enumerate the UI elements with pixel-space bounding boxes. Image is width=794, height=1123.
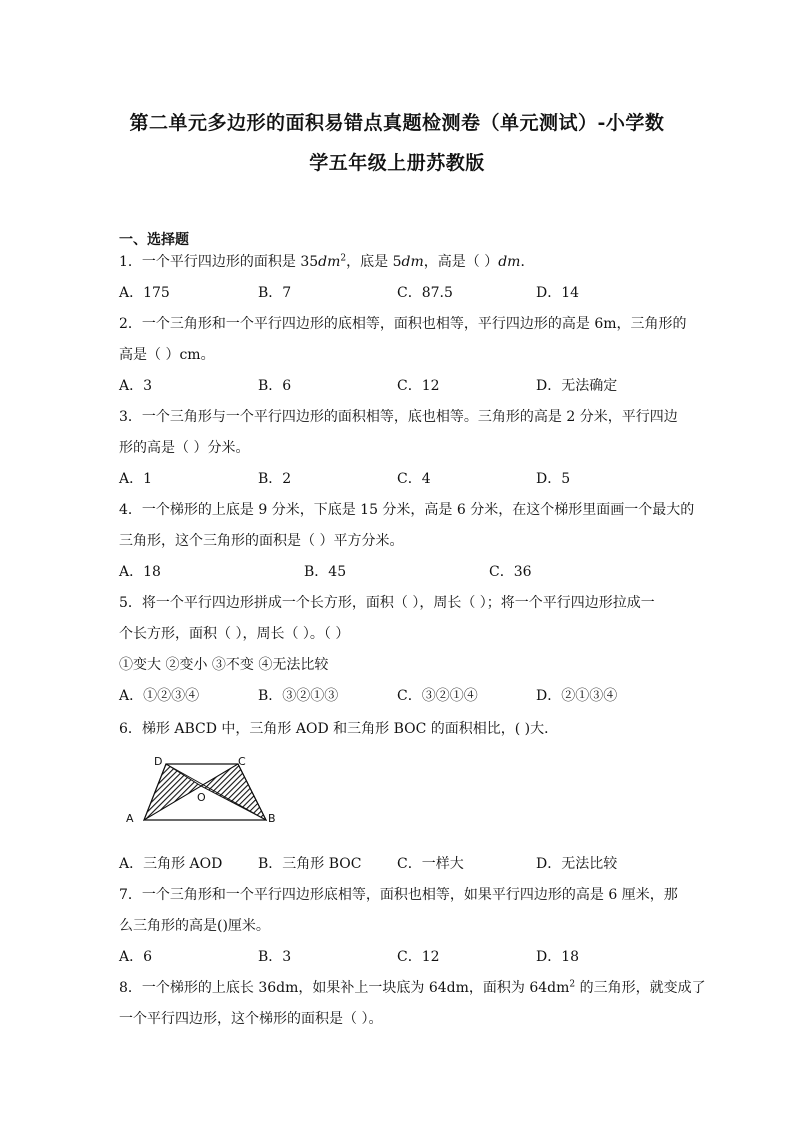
q6-option-a: A．三角形 AOD <box>119 856 223 872</box>
question-8-line-2: 一个平行四边形，这个梯形的面积是（ ）。 <box>119 1011 383 1027</box>
q5-option-c: C．③②①④ <box>397 688 478 704</box>
section-heading: 一、选择题 <box>119 232 189 248</box>
q7-option-c: C．12 <box>397 949 440 965</box>
q4-option-c: C．36 <box>489 564 532 580</box>
q5-option-b: B．③②①③ <box>258 688 339 704</box>
q3-option-b: B．2 <box>258 471 292 487</box>
q1-option-c: C．87.5 <box>397 285 453 301</box>
q2-option-c: C．12 <box>397 378 440 394</box>
triangle-boc <box>201 764 266 820</box>
q5-option-a: A．①②③④ <box>119 688 200 704</box>
q3-option-c: C．4 <box>397 471 431 487</box>
question-5-choices: ①变大 ②变小 ③不变 ④无法比较 <box>119 657 329 673</box>
label-o: O <box>197 791 206 804</box>
q4-option-a: A．18 <box>119 564 161 580</box>
q1-option-d: D．14 <box>536 285 580 301</box>
label-a: A <box>126 812 134 825</box>
question-8-line-1: 8．一个梯形的上底长 36dm，如果补上一块底为 64dm，面积为 $64dm^2$ 的三角形，就变成了 <box>119 979 706 996</box>
q2-option-b: B．6 <box>258 378 292 394</box>
q2-option-a: A．3 <box>119 378 153 394</box>
q6-option-c: C．一样大 <box>397 856 464 872</box>
q3-option-a: A．1 <box>119 471 153 487</box>
question-2-line-2: 高是（ ）cm。 <box>119 347 215 363</box>
q3-option-d: D．5 <box>536 471 571 487</box>
page-title-line-1: 第二单元多边形的面积易错点真题检测卷（单元测试）-小学数 <box>129 112 665 134</box>
label-b: B <box>268 812 276 825</box>
q4-option-b: B．45 <box>304 564 347 580</box>
question-7-line-2: 么三角形的高是()厘米。 <box>119 918 270 934</box>
label-d: D <box>154 755 163 768</box>
question-7-line-1: 7．一个三角形和一个平行四边形底相等，面积也相等，如果平行四边形的高是 6 厘米，那 <box>119 887 678 903</box>
q2-option-d: D．无法确定 <box>536 378 618 394</box>
page-title-line-2: 学五年级上册苏教版 <box>309 152 485 174</box>
q7-option-d: D．18 <box>536 949 580 965</box>
question-3-line-1: 3．一个三角形与一个平行四边形的面积相等，底也相等。三角形的高是 2 分米，平行四边 <box>119 409 678 425</box>
q6-option-d: D．无法比较 <box>536 856 618 872</box>
trapezoid-diagram <box>116 752 286 832</box>
q1-option-a: A．175 <box>119 285 170 301</box>
q7-option-a: A．6 <box>119 949 153 965</box>
question-1-text: 1．一个平行四边形的面积是 $35dm^2$，底是 5dm，高是（ ）dm． <box>119 253 535 270</box>
question-4-line-2: 三角形，这个三角形的面积是（ ）平方分米。 <box>119 533 404 549</box>
question-6-text: 6．梯形 ABCD 中，三角形 AOD 和三角形 BOC 的面积相比，( )大． <box>119 721 559 737</box>
question-5-line-2: 个长方形，面积（ ），周长（ ）。（ ） <box>119 626 350 642</box>
question-3-line-2: 形的高是（ ）分米。 <box>119 440 250 456</box>
question-5-line-1: 5．将一个平行四边形拼成一个长方形，面积（ ），周长（ ）；将一个平行四边形拉成一 <box>119 595 655 611</box>
q1-option-b: B．7 <box>258 285 292 301</box>
trapezoid-figure <box>116 752 286 832</box>
question-2-line-1: 2．一个三角形和一个平行四边形的底相等，面积也相等，平行四边形的高是 6m，三角形的 <box>119 316 687 332</box>
triangle-aod <box>144 764 201 820</box>
q5-option-d: D．②①③④ <box>536 688 618 704</box>
q7-option-b: B．3 <box>258 949 292 965</box>
question-4-line-1: 4．一个梯形的上底是 9 分米，下底是 15 分米，高是 6 分米，在这个梯形里面画一个最大的 <box>119 502 695 518</box>
label-c: C <box>238 755 246 768</box>
q6-option-b: B．三角形 BOC <box>258 856 362 872</box>
